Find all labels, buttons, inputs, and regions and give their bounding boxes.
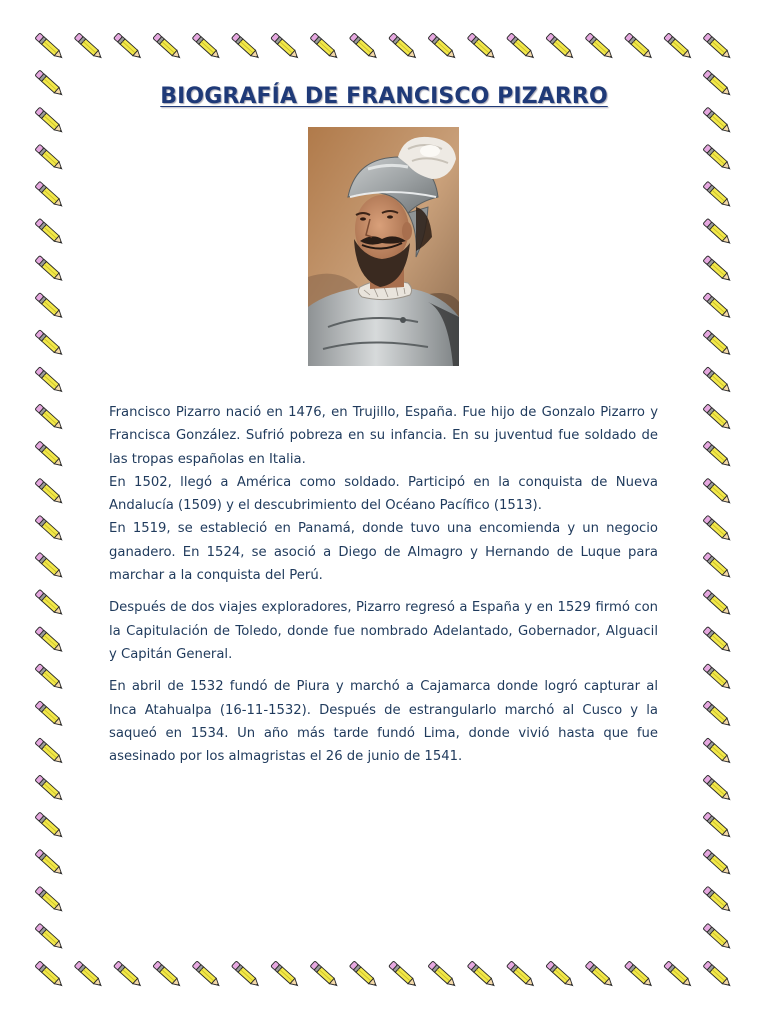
paragraph-america: En 1502, llegó a América como soldado. Participó en la conquista de Nueva Andalucía (1509) y el descubrimiento del Océano Pacífico (1513).	[109, 474, 658, 514]
pencil-icon	[703, 812, 733, 840]
pencil-icon	[310, 961, 340, 989]
pencil-icon	[35, 218, 65, 246]
pencil-icon	[703, 441, 733, 469]
pencil-icon	[467, 961, 497, 989]
pencil-icon	[507, 33, 537, 61]
paragraph-panama: En 1519, se estableció en Panamá, donde tuvo una encomienda y un negocio ganadero. En 1524, se asoció a Diego de Almagro y Hernando de Luque para marchar a la conquista del Perú.	[109, 521, 658, 584]
pencil-icon	[585, 961, 615, 989]
pencil-icon	[703, 701, 733, 729]
biography-body	[109, 401, 658, 768]
pencil-icon	[35, 478, 65, 506]
pencil-icon	[703, 589, 733, 617]
pencil-icon	[703, 627, 733, 655]
paragraph-capitulation: Después de dos viajes exploradores, Pizarro regresó a España y en 1529 firmó con la Capitulación de Toledo, donde fue nombrado Adelantado, Gobernador, Alguacil y Capitán General.	[109, 600, 658, 662]
pencil-icon	[271, 33, 301, 61]
pencil-icon	[703, 664, 733, 692]
pencil-icon	[389, 33, 419, 61]
pencil-icon	[624, 961, 654, 989]
pencil-icon	[703, 961, 733, 989]
pencil-icon	[114, 961, 144, 989]
pencil-icon	[35, 589, 65, 617]
pencil-icon	[35, 33, 65, 61]
pencil-icon	[703, 256, 733, 284]
pencil-icon	[703, 293, 733, 321]
pencil-icon	[703, 107, 733, 135]
pencil-icon	[231, 33, 261, 61]
pencil-icon	[703, 478, 733, 506]
pencil-icon	[74, 33, 104, 61]
pencil-icon	[35, 256, 65, 284]
pencil-icon	[35, 849, 65, 877]
pencil-icon	[192, 33, 222, 61]
paragraph-birth: Francisco Pizarro nació en 1476, en Trujillo, España. Fue hijo de Gonzalo Pizarro y Francisca González. Sufrió pobreza en su infancia. En su juventud fue soldado de las tropas españolas en Italia.	[109, 405, 658, 467]
pencil-icon	[192, 961, 222, 989]
pencil-icon	[664, 961, 694, 989]
pencil-icon	[349, 33, 379, 61]
pencil-icon	[664, 33, 694, 61]
conquistador-portrait	[308, 127, 459, 366]
pencil-icon	[114, 33, 144, 61]
pencil-icon	[35, 515, 65, 543]
pencil-icon	[310, 33, 340, 61]
pencil-icon	[546, 961, 576, 989]
pencil-icon	[546, 33, 576, 61]
pencil-icon	[428, 961, 458, 989]
pencil-icon	[467, 33, 497, 61]
pencil-icon	[507, 961, 537, 989]
pencil-icon	[703, 218, 733, 246]
pencil-icon	[35, 404, 65, 432]
pencil-icon	[624, 33, 654, 61]
pencil-icon	[703, 515, 733, 543]
pencil-icon	[35, 812, 65, 840]
pencil-icon	[35, 552, 65, 580]
pencil-icon	[428, 33, 458, 61]
pencil-icon	[703, 775, 733, 803]
pencil-icon	[35, 107, 65, 135]
pencil-icon	[35, 738, 65, 766]
pencil-icon	[271, 961, 301, 989]
pencil-icon	[703, 552, 733, 580]
pencil-icon	[35, 144, 65, 172]
pencil-icon	[35, 664, 65, 692]
pencil-icon	[35, 961, 65, 989]
pencil-icon	[35, 886, 65, 914]
pencil-icon	[389, 961, 419, 989]
pencil-icon	[703, 404, 733, 432]
pencil-icon	[35, 367, 65, 395]
page-title: BIOGRAFÍA DE FRANCISCO PIZARRO	[160, 84, 608, 109]
pencil-icon	[585, 33, 615, 61]
pencil-icon	[35, 293, 65, 321]
pencil-icon	[703, 33, 733, 61]
pencil-icon	[35, 775, 65, 803]
pencil-icon	[35, 701, 65, 729]
pencil-icon	[703, 367, 733, 395]
pencil-icon	[231, 961, 261, 989]
pencil-icon	[703, 923, 733, 951]
pencil-icon	[703, 738, 733, 766]
pencil-icon	[703, 849, 733, 877]
pencil-icon	[153, 961, 183, 989]
pencil-icon	[74, 961, 104, 989]
pencil-icon	[35, 923, 65, 951]
pencil-icon	[349, 961, 379, 989]
pencil-icon	[703, 181, 733, 209]
pencil-icon	[703, 144, 733, 172]
pencil-icon	[35, 627, 65, 655]
pencil-icon	[703, 330, 733, 358]
pencil-icon	[153, 33, 183, 61]
pencil-icon	[35, 441, 65, 469]
pencil-icon	[35, 181, 65, 209]
paragraph-conquest: En abril de 1532 fundó de Piura y marchó a Cajamarca donde logró capturar al Inca Atahualpa (16-11-1532). Después de estrangularlo marchó al Cusco y la saqueó en 1534. Un año más tarde fundó Lima, donde vivió hasta que fue asesinado por los almagristas el 26 de junio de 1541.	[109, 679, 658, 765]
pencil-icon	[35, 330, 65, 358]
pencil-icon	[703, 886, 733, 914]
